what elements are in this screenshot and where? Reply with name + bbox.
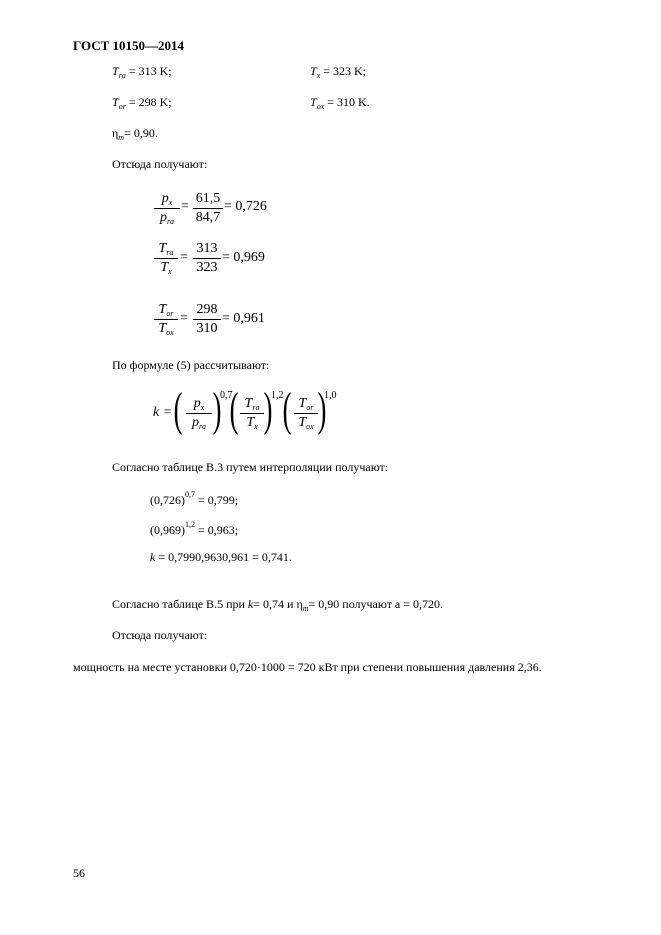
right-paren: ) xyxy=(212,383,222,436)
left-paren: ( xyxy=(229,383,239,436)
ratio-px-pra-values: 61,5 84,7 xyxy=(193,191,223,226)
otsyuda-label-2: Отсюда получают: xyxy=(112,628,208,642)
param-tox: $T_{ox} = 310$ K. xyxy=(310,95,370,111)
formula-5-label: По формуле (5) рассчитывают: xyxy=(112,358,270,372)
ratio-tra-tx-values: 313 323 xyxy=(193,241,221,276)
left-paren: ( xyxy=(173,383,183,436)
otsyuda-label-1: Отсюда получают: xyxy=(112,157,208,171)
k-exp-3: 1,0 xyxy=(324,390,337,401)
equals-sign: = xyxy=(180,311,188,326)
interp-line-3: k = 0,7990,9630,961 = 0,741. xyxy=(150,550,292,564)
k-term-px-pra: $p_x$ $p_{ra}$ xyxy=(186,396,212,431)
k-term-tor-tox: $T_{or}$ $T_{ox}$ xyxy=(294,396,318,431)
ratio-tra-tx-symbol: $T_{ra}$ $T_x$ xyxy=(154,241,178,276)
equals-sign: = xyxy=(180,250,188,265)
ratio-px-pra-symbol: $p_x$ $p_{ra}$ xyxy=(154,191,180,226)
interp-line-2: $(0,969)^{1,2} = 0,963$; xyxy=(150,520,239,537)
ratio-2-result: = 0,969 xyxy=(222,250,265,265)
param-tx: $T_x = 323$ K; xyxy=(310,64,367,80)
power-result-line: мощность на месте установки 0,720·1000 = 720 кВт при степени повышения давления 2,36. xyxy=(73,660,542,674)
table-b3-label: Согласно таблице В.3 путем интерполяции получают: xyxy=(112,460,389,474)
ratio-tor-tox-symbol: $T_{or}$ $T_{ox}$ xyxy=(154,302,178,337)
param-eta: $\eta_m= 0,90$. xyxy=(112,126,158,142)
interp-line-1: $(0,726)^{0,7} = 0,799$; xyxy=(150,490,239,507)
k-exp-2: 1,2 xyxy=(271,390,284,401)
param-tor: $T_{or} = 298$ K; xyxy=(112,95,172,111)
left-paren: ( xyxy=(282,383,292,436)
ratio-3-result: = 0,961 xyxy=(222,311,265,326)
param-tra: $T_{ra} = 313$ K; xyxy=(112,64,172,80)
equals-sign: = xyxy=(181,199,189,214)
k-formula-lhs: k = xyxy=(153,405,173,420)
page-number: 56 xyxy=(73,866,85,880)
right-paren: ) xyxy=(263,383,273,436)
table-b5-sentence: Согласно таблице В.5 при k= 0,74 и $\eta_m= 0,90$ получают a = 0,720. xyxy=(112,597,444,613)
ratio-tor-tox-values: 298 310 xyxy=(193,302,221,337)
page-header: ГОСТ 10150—2014 xyxy=(73,38,185,53)
k-exp-1: 0,7 xyxy=(220,390,233,401)
ratio-1-result: = 0,726 xyxy=(224,199,267,214)
right-paren: ) xyxy=(317,383,327,436)
k-term-tra-tx: $T_{ra}$ $T_x$ xyxy=(240,396,264,431)
